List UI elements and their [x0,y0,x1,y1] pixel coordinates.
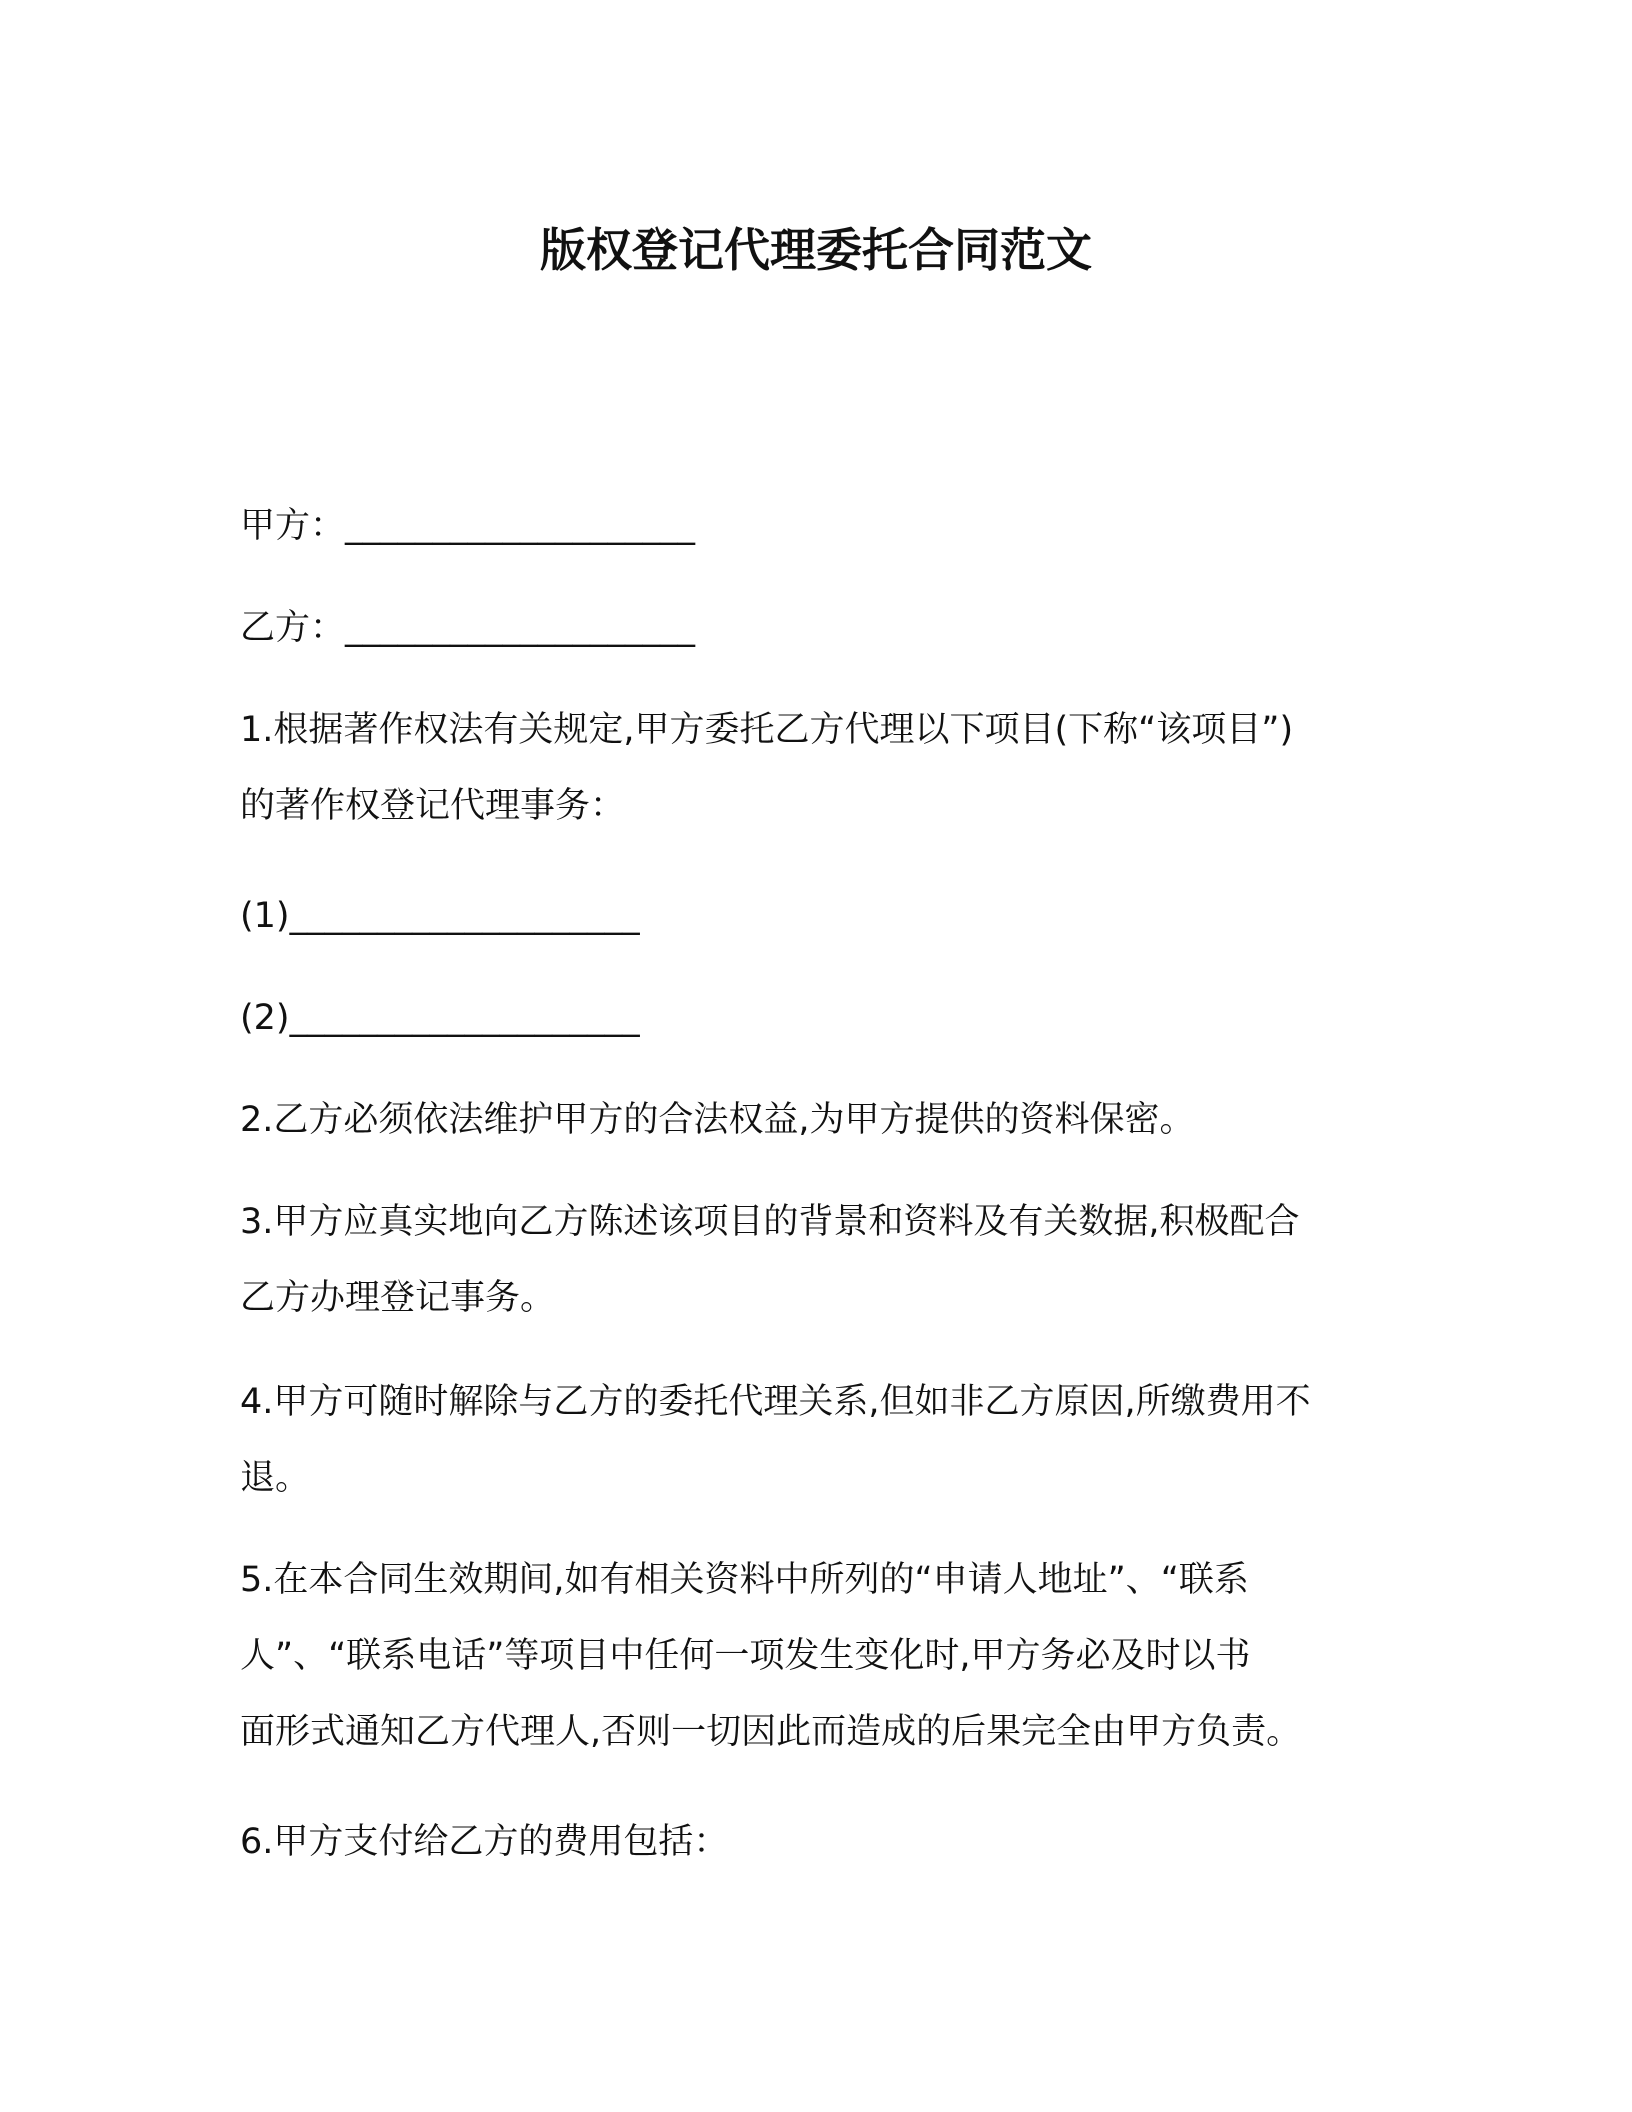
clause-6: 6.甲方支付给乙方的费用包括： [240,1822,729,1862]
clause-3-line-2: 乙方办理登记事务。 [240,1278,556,1318]
item-1: (1)____________________ [240,896,640,936]
clause-4-line-2: 退。 [240,1458,311,1498]
document-title: 版权登记代理委托合同范文 [540,223,1092,277]
party-b-line: 乙方：____________________ [240,608,696,648]
clause-1-line-1: 1.根据著作权法有关规定,甲方委托乙方代理以下项目(下称“该项目”) [240,710,1294,750]
clause-5 [240,1542,1400,1770]
clause-1-line-2: 的著作权登记代理事务： [240,786,626,826]
item-2: (2)____________________ [240,998,640,1038]
clause-3 [240,1184,1400,1336]
clause-4 [240,1364,1400,1516]
clause-5-line-2: 人”、“联系电话”等项目中任何一项发生变化时,甲方务必及时以书 [240,1636,1251,1676]
clause-5-line-1: 5.在本合同生效期间,如有相关资料中所列的“申请人地址”、“联系 [240,1560,1249,1600]
clause-3-line-1: 3.甲方应真实地向乙方陈述该项目的背景和资料及有关数据,积极配合 [240,1202,1300,1242]
clause-2: 2.乙方必须依法维护甲方的合法权益,为甲方提供的资料保密。 [240,1100,1195,1140]
clause-4-line-1: 4.甲方可随时解除与乙方的委托代理关系,但如非乙方原因,所缴费用不 [240,1382,1311,1422]
clause-5-line-3: 面形式通知乙方代理人,否则一切因此而造成的后果完全由甲方负责。 [240,1712,1302,1752]
party-a-line: 甲方：____________________ [240,506,696,546]
clause-1 [240,692,1400,844]
